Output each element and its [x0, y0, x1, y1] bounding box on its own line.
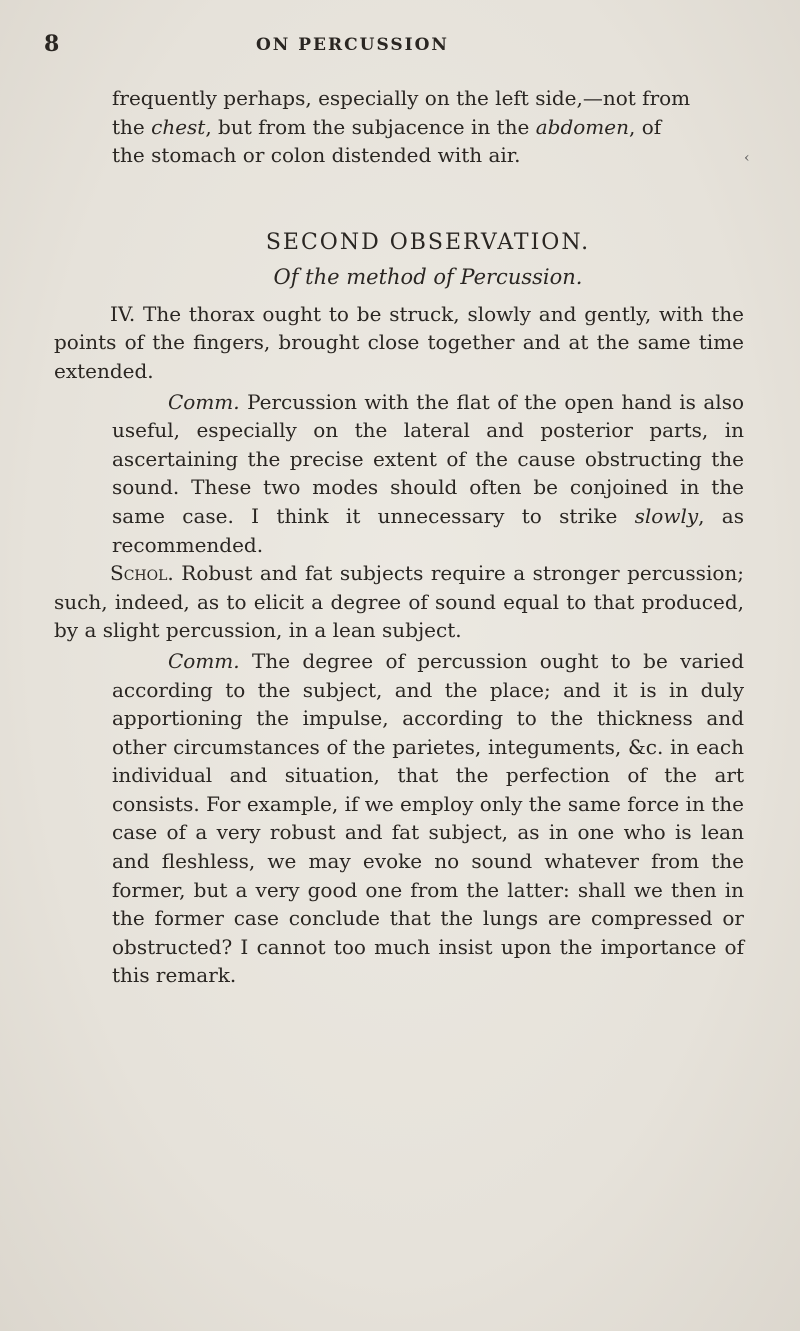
scholium-paragraph: Schol. Robust and fat subjects require a stronger percussion; such, indeed, as to elicit a degree of sound equal to that produced, by a slight percussion, in a lean subject. [54, 561, 744, 643]
continuation-paragraph: frequently perhaps, especially on the left side,—not from the chest, but from the subjacence in the abdomen, of the stomach or colon distended with air. [112, 86, 691, 168]
section-subtitle: Of the method of Percussion. [273, 264, 583, 289]
body-text [54, 84, 744, 990]
commentary-paragraph-1: Comm. Percussion with the flat of the open hand is also useful, especially on the lateral and posterior parts, in ascertaining the precise extent of the cause obstructing the sound. These two modes should often be conjoined in the same case. I think it unnecessary to strike slowly, as recommended. [112, 389, 744, 557]
page-number: 8 [44, 31, 61, 57]
rule-paragraph: IV. The thorax ought to be struck, slowly and gently, with the points of the fingers, brought close together and at the same time extended. [54, 301, 744, 383]
page-header [0, 31, 800, 61]
section-title: SECOND OBSERVATION. [265, 229, 591, 255]
commentary-paragraph-2: Comm. The degree of percussion ought to be varied according to the subject, and the place; and it is in duly apportioning the impulse, according to the thickness and other circumstances of the parietes, integuments, &c. in each individual and situation, that the perfection of the art consists. For example, if we employ only the same force in the case of a very robust and fat subject, as in one who is lean and fleshless, we may evoke no sound whatever from the former, but a very good one from the latter: shall we then in the former case conclude that the lungs are compressed or obstructed? I cannot too much insist upon the importance of this remark. [112, 648, 744, 988]
running-head: ON PERCUSSION [256, 35, 449, 55]
margin-mark-icon: ‹ [744, 150, 750, 166]
